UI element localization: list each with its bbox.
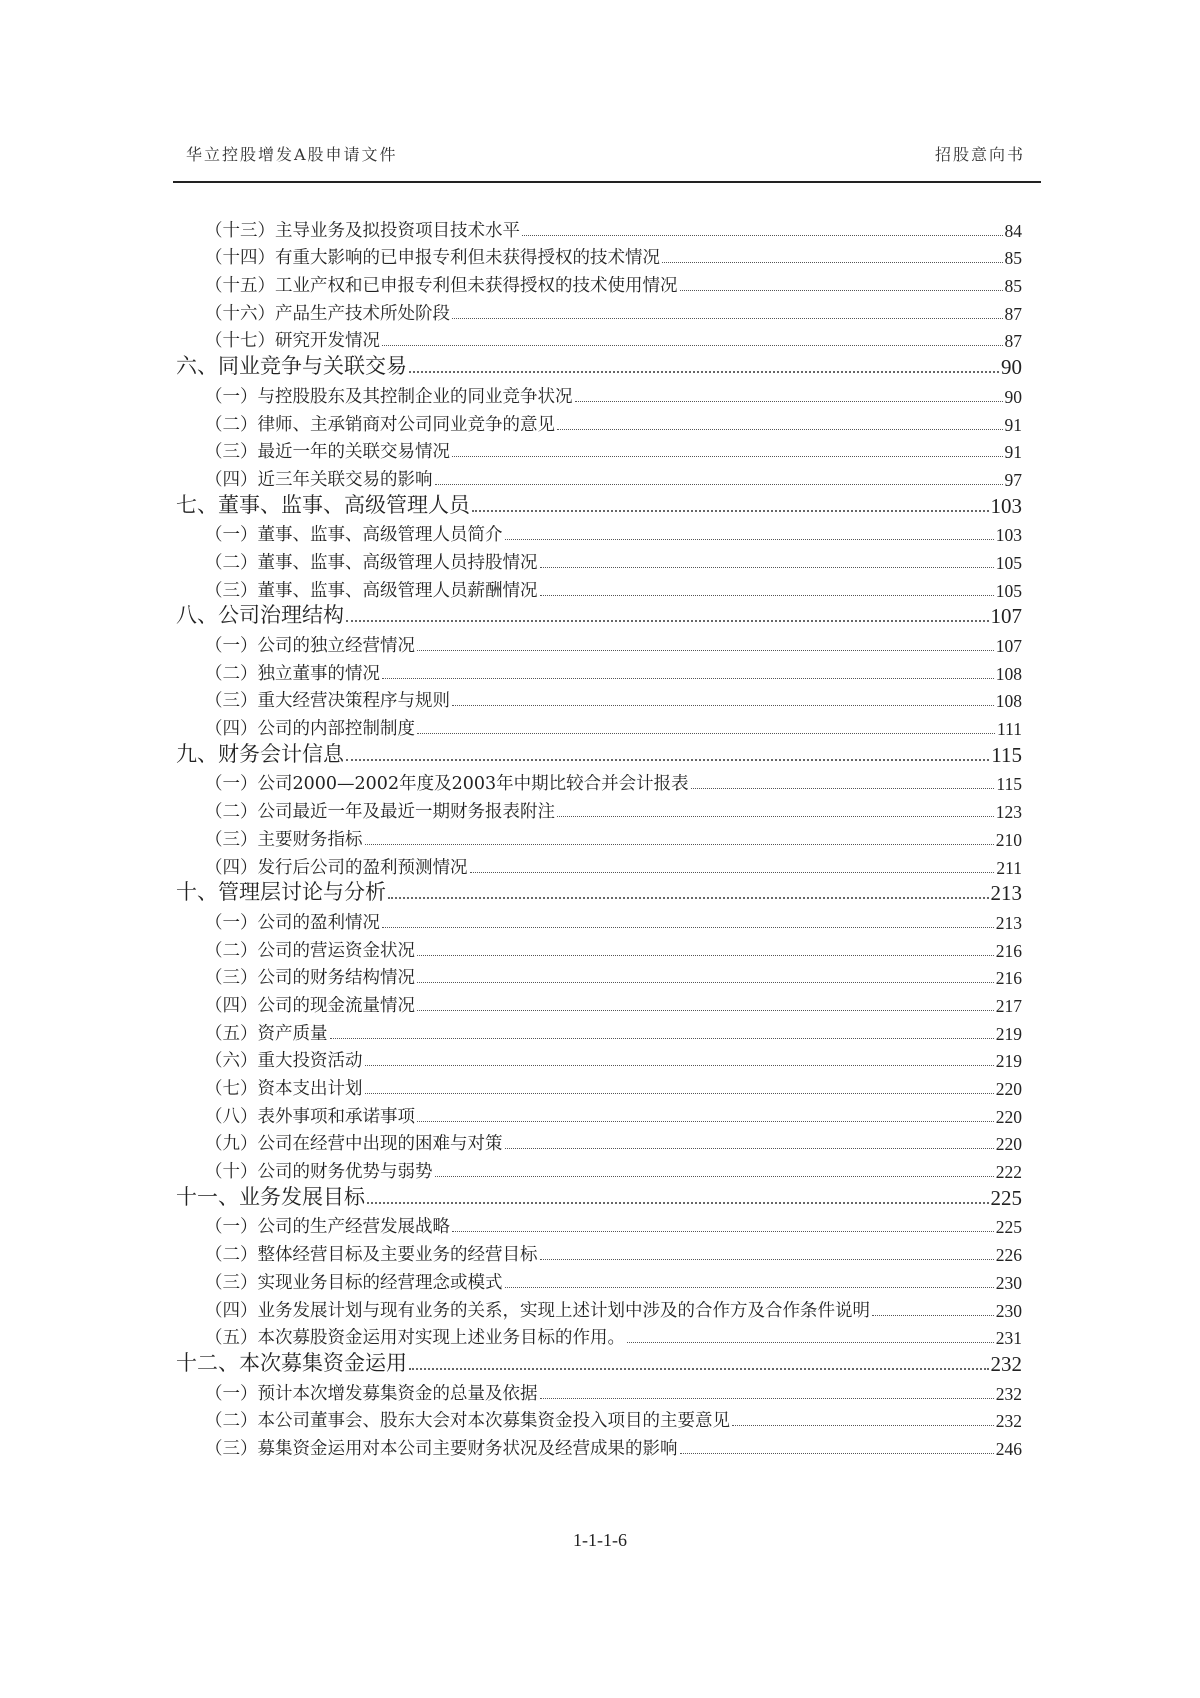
toc-entry-title: （四）公司的内部控制制度 <box>205 719 415 740</box>
toc-entry-page: 220 <box>995 1106 1022 1127</box>
dot-leader <box>452 456 1003 457</box>
dot-leader <box>505 1148 994 1149</box>
toc-subsection-entry[interactable] <box>176 1322 1022 1350</box>
dot-leader <box>330 1038 994 1039</box>
dot-leader <box>452 318 1003 319</box>
toc-subsection-entry[interactable] <box>176 1294 1022 1322</box>
toc-entry-page: 105 <box>995 580 1022 601</box>
dot-leader <box>472 510 989 512</box>
dot-leader <box>691 788 995 789</box>
toc-entry-title: （五）本次募股资金运用对实现上述业务目标的作用。 <box>205 1328 625 1349</box>
toc-entry-page: 230 <box>995 1300 1022 1321</box>
toc-subsection-entry[interactable] <box>176 823 1022 851</box>
dot-leader <box>417 1010 994 1011</box>
toc-entry-title: （一）与控股股东及其控制企业的同业竞争状况 <box>205 386 573 407</box>
toc-entry-title: （二）公司最近一年及最近一期财务报表附注 <box>205 802 555 823</box>
toc-section-entry[interactable] <box>176 879 1022 907</box>
toc-entry-title: （十四）有重大影响的已申报专利但未获得授权的技术情况 <box>205 248 660 269</box>
toc-entry-title: （三）募集资金运用对本公司主要财务状况及经营成果的影响 <box>205 1438 678 1459</box>
toc-subsection-entry[interactable] <box>176 685 1022 713</box>
toc-entry-title: （九）公司在经营中出现的困难与对策 <box>205 1134 503 1155</box>
toc-entry-title: （二）整体经营目标及主要业务的经营目标 <box>205 1245 538 1266</box>
toc-subsection-entry[interactable] <box>176 546 1022 574</box>
table-of-contents <box>176 214 1022 1460</box>
dot-leader <box>540 595 994 596</box>
toc-entry-title: （一）公司的生产经营发展战略 <box>205 1217 450 1238</box>
toc-entry-title: 六、同业竞争与关联交易 <box>176 354 407 379</box>
toc-entry-page: 107 <box>990 604 1022 629</box>
toc-entry-page: 107 <box>995 636 1022 656</box>
toc-subsection-entry[interactable] <box>176 1432 1022 1460</box>
dot-leader <box>435 484 1003 485</box>
dot-leader <box>417 1121 994 1122</box>
toc-entry-page: 85 <box>1004 276 1022 297</box>
toc-subsection-entry[interactable] <box>176 1017 1022 1045</box>
dot-leader <box>575 401 1003 402</box>
toc-entry-title: 九、财务会计信息 <box>176 741 344 766</box>
toc-entry-page: 84 <box>1004 220 1022 241</box>
toc-subsection-entry[interactable] <box>176 574 1022 602</box>
toc-entry-page: 105 <box>995 552 1022 573</box>
toc-entry-page: 108 <box>995 691 1022 712</box>
toc-entry-title: （四）发行后公司的盈利预测情况 <box>205 857 468 878</box>
toc-entry-title: （四）近三年关联交易的影响 <box>205 469 433 490</box>
header-document-type: 招股意向书 <box>934 145 1025 164</box>
toc-subsection-entry[interactable] <box>176 962 1022 990</box>
toc-subsection-entry[interactable] <box>176 1128 1022 1156</box>
toc-entry-page: 222 <box>995 1162 1022 1183</box>
dot-leader <box>367 1202 989 1204</box>
toc-subsection-entry[interactable] <box>176 519 1022 547</box>
toc-entry-title: （二）独立董事的情况 <box>205 663 380 684</box>
dot-leader <box>662 262 1003 263</box>
dot-leader <box>435 1176 994 1177</box>
toc-entry-title: （六）重大投资活动 <box>205 1051 363 1072</box>
dot-leader <box>627 1342 994 1343</box>
toc-entry-page: 219 <box>995 1023 1022 1044</box>
toc-entry-title: （十三）主导业务及拟投资项目技术水平 <box>205 220 520 241</box>
toc-entry-title: （三）董事、监事、高级管理人员薪酬情况 <box>205 580 538 601</box>
dot-leader <box>680 1453 994 1454</box>
dot-leader <box>452 705 994 706</box>
toc-section-entry[interactable] <box>176 491 1022 519</box>
dot-leader <box>417 650 994 651</box>
dot-leader <box>365 844 994 845</box>
toc-subsection-entry[interactable] <box>176 1405 1022 1433</box>
toc-subsection-entry[interactable] <box>176 657 1022 685</box>
toc-section-entry[interactable] <box>176 352 1022 380</box>
toc-entry-page: 220 <box>995 1079 1022 1099</box>
toc-entry-page: 91 <box>1004 414 1022 435</box>
toc-entry-title: （三）公司的财务结构情况 <box>205 968 415 989</box>
toc-subsection-entry[interactable] <box>176 380 1022 408</box>
dot-leader <box>346 620 989 622</box>
header-rule <box>173 181 1041 183</box>
toc-entry-title: （三）主要财务指标 <box>205 829 363 850</box>
toc-subsection-entry[interactable] <box>176 1045 1022 1073</box>
toc-subsection-entry[interactable] <box>176 297 1022 325</box>
dot-leader <box>382 678 994 679</box>
toc-entry-page: 85 <box>1004 248 1022 269</box>
toc-subsection-entry[interactable] <box>176 436 1022 464</box>
toc-entry-title: （八）表外事项和承诺事项 <box>205 1106 415 1127</box>
toc-entry-page: 217 <box>995 995 1022 1016</box>
toc-subsection-entry[interactable] <box>176 768 1022 796</box>
toc-entry-title: （七）资本支出计划 <box>205 1079 363 1099</box>
toc-subsection-entry[interactable] <box>176 989 1022 1017</box>
toc-entry-page: 216 <box>995 940 1022 961</box>
toc-entry-title: （二）本公司董事会、股东大会对本次募集资金投入项目的主要意见 <box>205 1411 730 1432</box>
dot-leader <box>540 1259 994 1260</box>
dot-leader <box>346 759 989 761</box>
toc-entry-title: （十五）工业产权和已申报专利但未获得授权的技术使用情况 <box>205 276 678 297</box>
dot-leader <box>522 235 1003 236</box>
dot-leader <box>409 371 999 373</box>
toc-subsection-entry[interactable] <box>176 325 1022 353</box>
toc-subsection-entry[interactable] <box>176 1100 1022 1128</box>
toc-entry-title: （二）公司的营运资金状况 <box>205 940 415 961</box>
dot-leader <box>872 1315 994 1316</box>
dot-leader <box>505 1287 994 1288</box>
toc-entry-page: 97 <box>1004 469 1022 490</box>
toc-entry-page: 225 <box>995 1217 1022 1238</box>
toc-section-entry[interactable] <box>176 602 1022 630</box>
toc-subsection-entry[interactable] <box>176 1155 1022 1183</box>
running-header <box>186 142 1025 165</box>
page-number: 1-1-1-6 <box>573 1530 627 1550</box>
toc-entry-title: （一）董事、监事、高级管理人员简介 <box>205 525 503 546</box>
toc-entry-page: 232 <box>995 1383 1022 1404</box>
toc-entry-page: 103 <box>995 525 1022 546</box>
toc-subsection-entry[interactable] <box>176 214 1022 242</box>
toc-subsection-entry[interactable] <box>176 1266 1022 1294</box>
dot-leader <box>365 1093 994 1094</box>
toc-entry-page: 90 <box>1004 386 1022 407</box>
dot-leader <box>557 816 994 817</box>
toc-entry-title: （四）业务发展计划与现有业务的关系，实现上述计划中涉及的合作方及合作条件说明 <box>205 1300 870 1321</box>
toc-entry-title: （一）预计本次增发募集资金的总量及依据 <box>205 1383 538 1404</box>
toc-subsection-entry[interactable] <box>176 1377 1022 1405</box>
dot-leader <box>417 955 994 956</box>
toc-entry-page: 90 <box>1001 355 1022 380</box>
toc-entry-title: （五）资产质量 <box>205 1023 328 1044</box>
toc-entry-title: （十七）研究开发情况 <box>205 331 380 352</box>
toc-subsection-entry[interactable] <box>176 408 1022 436</box>
dot-leader <box>382 345 1003 346</box>
toc-entry-title: 十二、本次募集资金运用 <box>176 1350 407 1375</box>
toc-subsection-entry[interactable] <box>176 795 1022 823</box>
dot-leader <box>409 1368 989 1370</box>
toc-entry-page: 231 <box>995 1328 1022 1349</box>
toc-subsection-entry[interactable] <box>176 1211 1022 1239</box>
header-document-title: 华立控股增发A股申请文件 <box>186 145 398 164</box>
toc-entry-title: （三）最近一年的关联交易情况 <box>205 442 450 463</box>
dot-leader <box>388 897 989 899</box>
dot-leader <box>382 927 994 928</box>
toc-entry-title: （十）公司的财务优势与弱势 <box>205 1162 433 1183</box>
toc-entry-title: （一）公司的盈利情况 <box>205 912 380 933</box>
toc-entry-page: 213 <box>995 912 1022 933</box>
toc-subsection-entry[interactable] <box>176 906 1022 934</box>
toc-entry-title: （十六）产品生产技术所处阶段 <box>205 303 450 324</box>
toc-subsection-entry[interactable] <box>176 463 1022 491</box>
toc-subsection-entry[interactable] <box>176 1238 1022 1266</box>
toc-subsection-entry[interactable] <box>176 712 1022 740</box>
toc-subsection-entry[interactable] <box>176 851 1022 879</box>
dot-leader <box>680 290 1003 291</box>
dot-leader <box>417 733 995 734</box>
toc-entry-page: 220 <box>995 1134 1022 1155</box>
toc-entry-title: 十、管理层讨论与分析 <box>176 880 386 905</box>
toc-entry-page: 230 <box>995 1272 1022 1293</box>
dot-leader <box>540 1398 994 1399</box>
toc-subsection-entry[interactable] <box>176 629 1022 657</box>
toc-section-entry[interactable] <box>176 740 1022 768</box>
toc-entry-title: （二）律师、主承销商对公司同业竞争的意见 <box>205 414 555 435</box>
dot-leader <box>365 1065 994 1066</box>
toc-entry-title: （二）董事、监事、高级管理人员持股情况 <box>205 552 538 573</box>
dot-leader <box>470 872 995 873</box>
dot-leader <box>557 429 1003 430</box>
toc-entry-page: 103 <box>990 493 1022 518</box>
toc-entry-page: 87 <box>1004 331 1022 352</box>
toc-entry-page: 213 <box>990 881 1022 906</box>
toc-subsection-entry[interactable] <box>176 269 1022 297</box>
toc-entry-page: 210 <box>995 829 1022 850</box>
toc-entry-page: 232 <box>990 1351 1022 1376</box>
dot-leader <box>540 567 994 568</box>
toc-entry-page: 115 <box>991 742 1022 767</box>
toc-entry-title: （三）重大经营决策程序与规则 <box>205 691 450 712</box>
toc-entry-page: 246 <box>995 1438 1022 1459</box>
toc-entry-title: 八、公司治理结构 <box>176 603 344 628</box>
toc-entry-page: 219 <box>995 1051 1022 1072</box>
toc-entry-page: 232 <box>995 1411 1022 1432</box>
toc-entry-page: 123 <box>995 802 1022 823</box>
toc-subsection-entry[interactable] <box>176 1072 1022 1100</box>
toc-entry-page: 226 <box>995 1245 1022 1266</box>
toc-entry-title: （三）实现业务目标的经营理念或模式 <box>205 1272 503 1293</box>
toc-entry-page: 211 <box>996 857 1022 878</box>
toc-entry-title: （一）公司的独立经营情况 <box>205 636 415 656</box>
toc-entry-page: 87 <box>1004 303 1022 324</box>
dot-leader <box>452 1231 994 1232</box>
dot-leader <box>417 982 994 983</box>
toc-entry-page: 115 <box>996 774 1022 795</box>
toc-subsection-entry[interactable] <box>176 242 1022 270</box>
dot-leader <box>505 539 994 540</box>
toc-section-entry[interactable] <box>176 1349 1022 1377</box>
toc-entry-page: 108 <box>995 663 1022 684</box>
toc-entry-page: 225 <box>990 1185 1022 1210</box>
toc-entry-title: 十一、业务发展目标 <box>176 1184 365 1209</box>
toc-section-entry[interactable] <box>176 1183 1022 1211</box>
toc-entry-title: （四）公司的现金流量情况 <box>205 995 415 1016</box>
toc-entry-title: （一）公司2000—2002年度及2003年中期比较合并会计报表 <box>205 774 689 795</box>
dot-leader <box>732 1425 994 1426</box>
toc-entry-page: 91 <box>1004 442 1022 463</box>
toc-entry-page: 216 <box>995 968 1022 989</box>
toc-entry-title: 七、董事、监事、高级管理人员 <box>176 492 470 517</box>
toc-subsection-entry[interactable] <box>176 934 1022 962</box>
toc-entry-page: 111 <box>997 719 1022 740</box>
